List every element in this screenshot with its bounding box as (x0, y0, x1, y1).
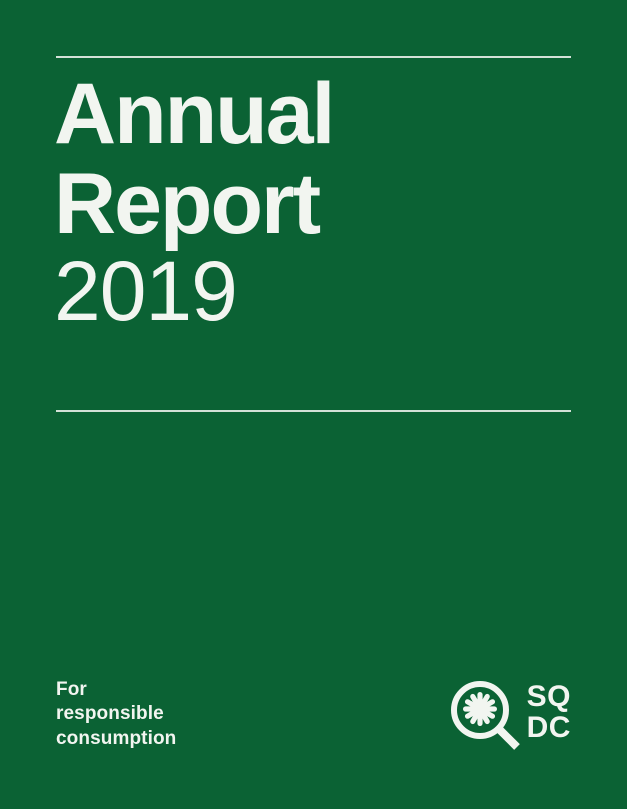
logo-letters-line-1: SQ (526, 680, 571, 714)
page-title-line-1: Annual (54, 66, 334, 162)
logo-letters-line-2: DC (526, 711, 571, 744)
cannabis-leaf-magnifier-icon (447, 677, 521, 751)
tagline-line-1: For (56, 679, 87, 701)
top-divider (56, 56, 571, 58)
logo-wordmark (527, 682, 571, 745)
sqdc-logo (447, 677, 571, 751)
tagline-line-2: responsible (56, 703, 164, 725)
tagline-line-3: consumption (56, 727, 177, 749)
cover-tagline (56, 678, 176, 751)
bottom-divider (56, 410, 571, 412)
page-title-line-2: Report (54, 156, 320, 253)
cover-title-block (54, 66, 574, 338)
page-title-year: 2019 (54, 243, 237, 338)
